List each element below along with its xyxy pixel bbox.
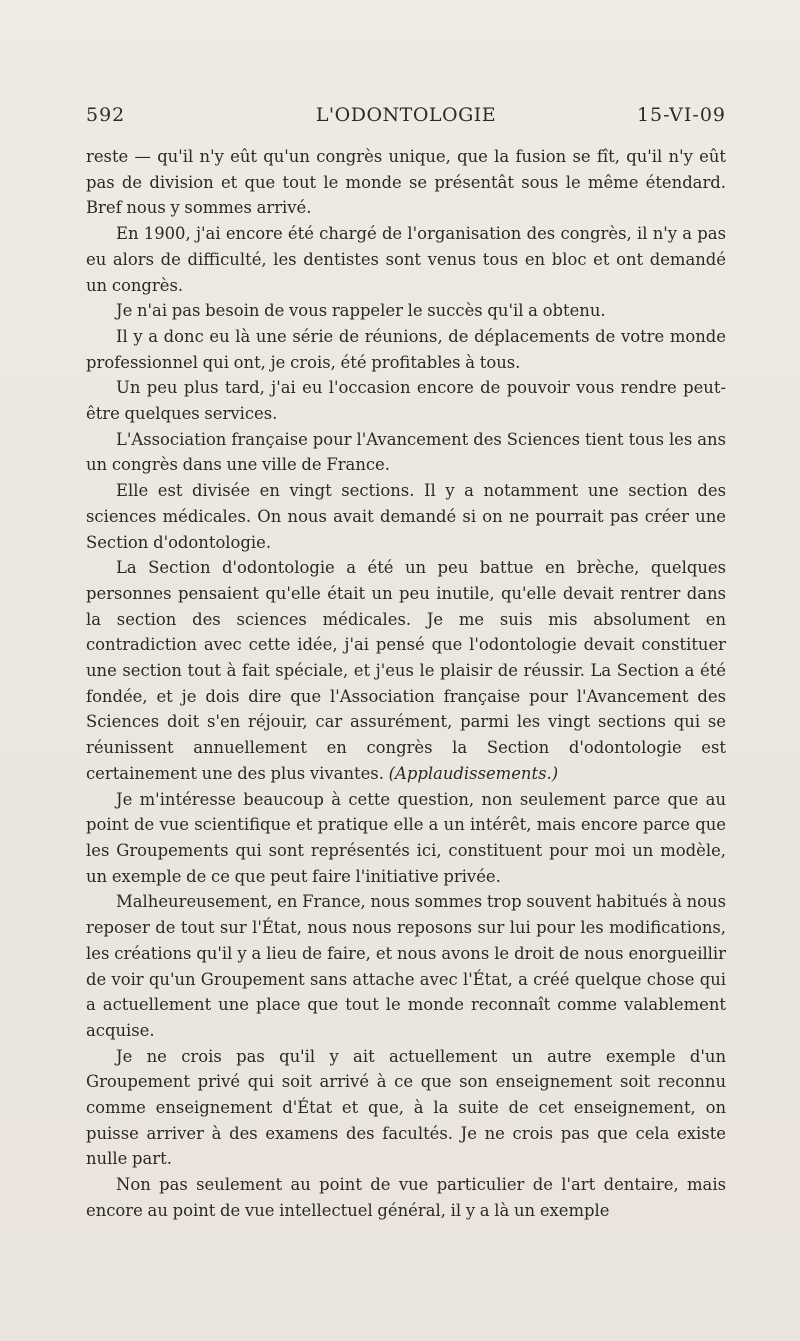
paragraph [86, 221, 726, 298]
issue-date: 15-VI-09 [636, 104, 726, 126]
paragraph [86, 1044, 726, 1173]
paragraph-text: Elle est divisée en vingt sections. Il y a notamment une section des sciences médicales. On nous avait demandé si on ne pourrait pas créer une Section d'odontologie. [86, 481, 726, 552]
paragraph [86, 298, 726, 324]
paragraph-text: Malheureusement, en France, nous sommes trop souvent habitués à nous reposer de tout sur l'État, nous nous reposons sur lui pour les modifications, les créations qu'il y a lieu de faire, et nous avons le droit de nous enorgueillir de voir qu'un Groupement sans attache avec l'État, a créé quelque chose qui a actuellement une place que tout le monde reconnaît comme valablement acquise. [86, 892, 726, 1040]
paragraph-text: Non pas seulement au point de vue particulier de l'art dentaire, mais encore au point de vue intellectuel général, il y a là un exemple [86, 1175, 726, 1220]
paragraph [86, 427, 726, 478]
applause-note: (Applaudissements.) [388, 763, 559, 783]
paragraph [86, 375, 726, 426]
paragraph-text: Je n'ai pas besoin de vous rappeler le succès qu'il a obtenu. [116, 301, 606, 321]
page-number: 592 [86, 104, 126, 126]
journal-title: L'ODONTOLOGIE [315, 104, 497, 126]
paragraph-text: Je ne crois pas qu'il y ait actuellement un autre exemple d'un Groupement privé qui soit arrivé à ce que son enseignement soit reconnu comme enseignement d'État et que, à la suite de cet enseignement, on puisse arriver à des examens des facultés. Je ne crois pas que cela existe nulle part. [86, 1046, 726, 1169]
paragraph-text: Je m'intéresse beaucoup à cette question, non seulement parce que au point de vue scientifique et pratique elle a un intérêt, mais encore parce que les Groupements qui sont représentés ici, constituent pour moi un modèle, un exemple de ce que peut faire l'initiative privée. [86, 789, 726, 886]
paragraph-text: Un peu plus tard, j'ai eu l'occasion encore de pouvoir vous rendre peut-être quelques services. [86, 378, 726, 424]
paragraph-text: reste — qu'il n'y eût qu'un congrès unique, que la fusion se fît, qu'il n'y eût pas de division et que tout le monde se présentât sous le même étendard. Bref nous y sommes arrivé. [86, 147, 726, 218]
body-text [86, 144, 726, 1224]
paragraph [86, 889, 726, 1043]
paragraph [86, 478, 726, 555]
paragraph [86, 144, 726, 221]
paragraph [86, 787, 726, 890]
paragraph [86, 1172, 726, 1223]
paragraph-text: L'Association française pour l'Avancement des Sciences tient tous les ans un congrès dans une ville de France. [86, 429, 726, 475]
running-header [86, 104, 726, 134]
paragraph [86, 555, 726, 786]
paragraph-text: Il y a donc eu là une série de réunions, de déplacements de votre monde professionnel qui ont, je crois, été profitables à tous. [86, 326, 726, 372]
paragraph-text: La Section d'odontologie a été un peu battue en brèche, quelques personnes pensaient qu'elle était un peu inutile, qu'elle devait rentrer dans la section des sciences médicales. Je me suis mis absolument en contradiction avec cette idée, j'ai pensé que l'odontologie devait constituer une section tout à fait spéciale, et j'eus le plaisir de réussir. La Section a été fondée, et je dois dire que l'Association française pour l'Avancement des Sciences doit s'en réjouir, car assurément, parmi les vingt sections qui se réunissent annuellement en congrès la Section d'odontologie est certainement une des plus vivantes. [86, 558, 726, 783]
paragraph [86, 324, 726, 375]
paragraph-text: En 1900, j'ai encore été chargé de l'organisation des congrès, il n'y a pas eu alors de difficulté, les dentistes sont venus tous en bloc et ont demandé un congrès. [86, 224, 726, 295]
